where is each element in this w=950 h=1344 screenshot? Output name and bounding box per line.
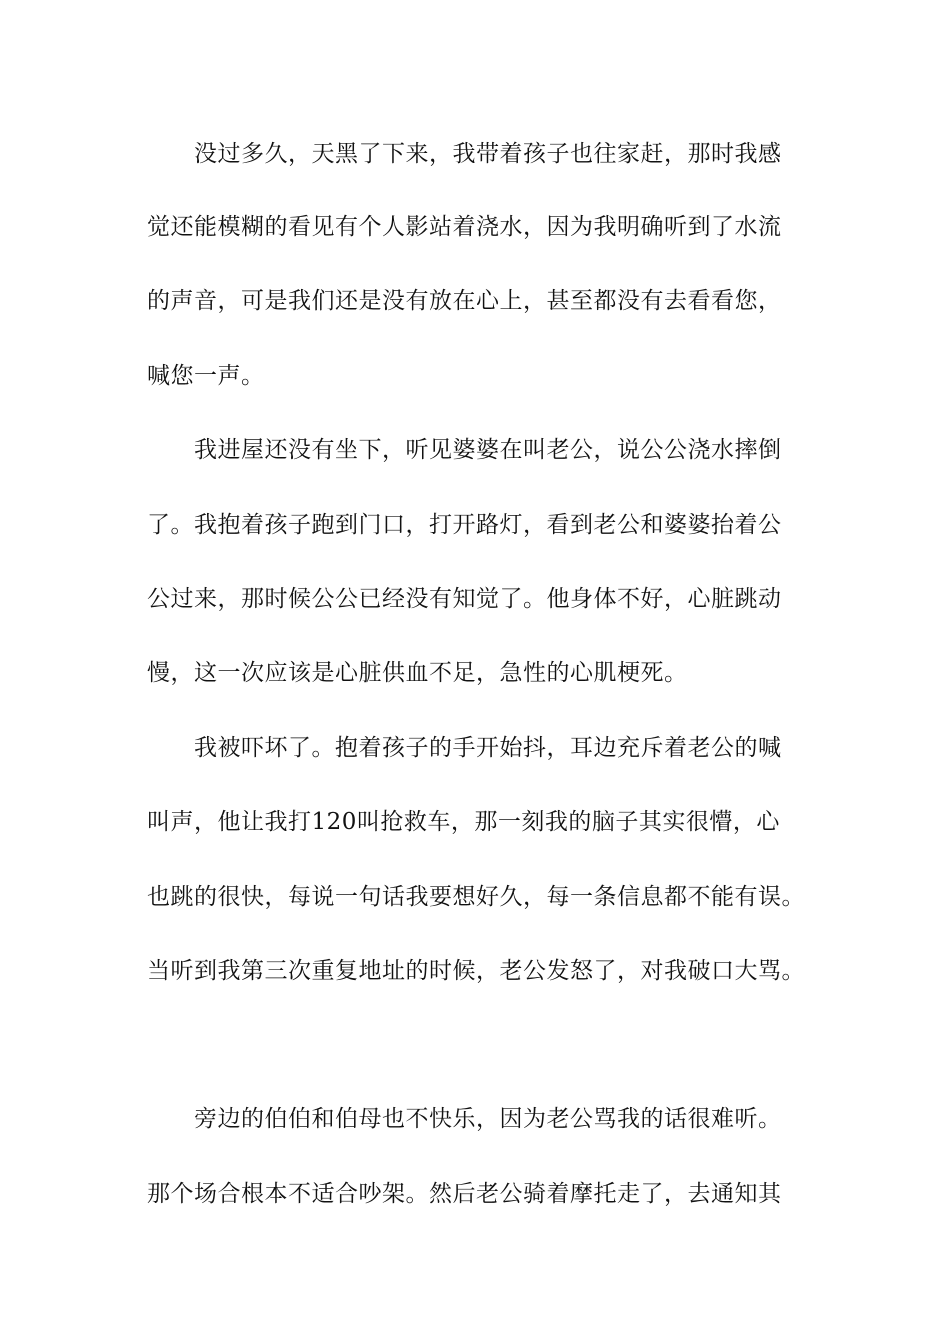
paragraph-3-line-1: 我被吓坏了。抱着孩子的手开始抖，耳边充斥着老公的喊 bbox=[194, 735, 782, 761]
paragraph-3-line-3: 也跳的很快，每说一句话我要想好久，每一条信息都不能有误。 bbox=[147, 884, 805, 910]
paragraph-1-line-3: 的声音，可是我们还是没有放在心上，甚至都没有去看看您， bbox=[147, 288, 782, 314]
paragraph-1-line-1: 没过多久，天黑了下来，我带着孩子也往家赶，那时我感 bbox=[194, 141, 782, 167]
paragraph-1-line-2: 觉还能模糊的看见有个人影站着浇水，因为我明确听到了水流 bbox=[147, 214, 782, 240]
paragraph-4-line-1: 旁边的伯伯和伯母也不快乐，因为老公骂我的话很难听。 bbox=[194, 1106, 782, 1132]
paragraph-2-line-1: 我进屋还没有坐下，听见婆婆在叫老公，说公公浇水摔倒 bbox=[194, 437, 782, 463]
paragraph-4-line-2: 那个场合根本不适合吵架。然后老公骑着摩托走了，去通知其 bbox=[147, 1181, 782, 1207]
paragraph-3-line-4: 当听到我第三次重复地址的时候，老公发怒了，对我破口大骂。 bbox=[147, 958, 805, 984]
paragraph-2-line-3: 公过来，那时候公公已经没有知觉了。他身体不好，心脏跳动 bbox=[147, 586, 782, 612]
paragraph-3-line-2: 叫声，他让我打120叫抢救车，那一刻我的脑子其实很懵，心 bbox=[147, 809, 780, 835]
paragraph-2-line-2: 了。我抱着孩子跑到门口，打开路灯，看到老公和婆婆抬着公 bbox=[147, 512, 782, 538]
paragraph-2-line-4: 慢，这一次应该是心脏供血不足，急性的心肌梗死。 bbox=[147, 660, 688, 686]
paragraph-1-line-4: 喊您一声。 bbox=[147, 363, 265, 389]
